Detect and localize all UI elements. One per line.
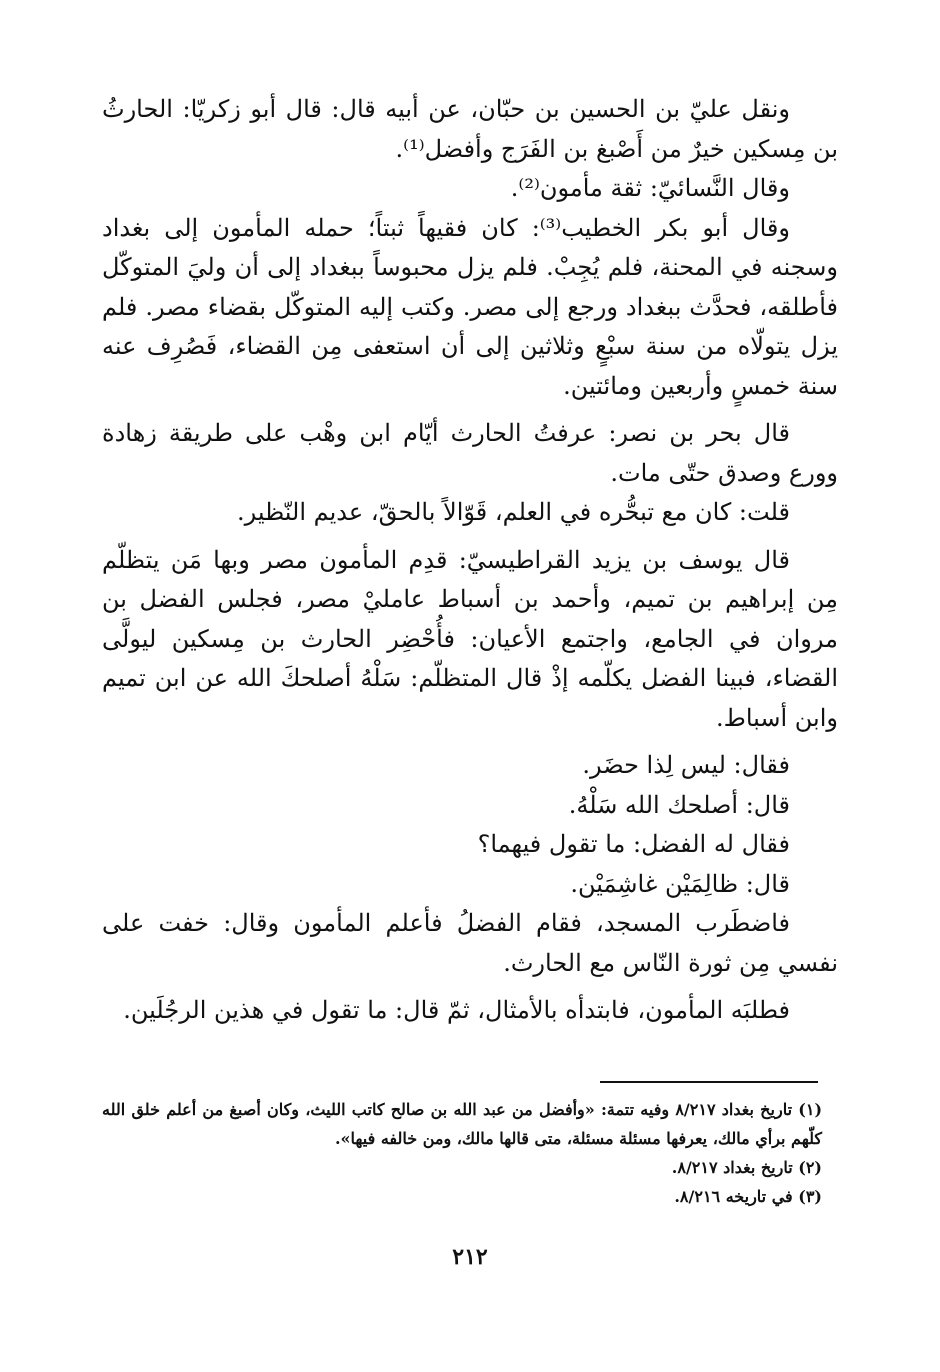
- paragraph-6: قال يوسف بن يزيد القراطيسيّ: قدِم المأمون مصر وبها مَن يتظلّم مِن إبراهيم بن تميم، وأحمد بن أسباط عامليْ مصر، فجلس الفضل بن مروان في الجامع، واجتمع الأعيان: فأُحْضِر الحارث بن مِسكين ليولَّى القضاء، فبينا الفضل يكلّمه إذْ قال المتظلّم: سَلْهُ أصلحكَ الله عن ابن تميم وابن أسباط.: [102, 545, 838, 732]
- paragraph-7: فقال: ليس لِذا حضَر.: [582, 751, 790, 779]
- paragraph-9: فقال له الفضل: ما تقول فيهما؟: [477, 830, 790, 858]
- footnote-divider: [600, 1081, 818, 1083]
- footnote-2: (٢) تاريخ بغداد ٨/٢١٧.: [671, 1158, 822, 1177]
- paragraph-8: قال: أصلحك الله سَلْهُ.: [568, 790, 790, 819]
- paragraph-12: فطلبَه المأمون، فابتدأه بالأمثال، ثمّ قال: ما تقول في هذين الرجُلَين.: [123, 996, 790, 1024]
- paragraph-1: ونقل عليّ بن الحسين بن حبّان، عن أبيه قال: قال أبو زكريّا: الحارثُ بن مِسكين خيرٌ من أَصْبغ بن الفَرَج وأفضل⁽¹⁾.: [102, 95, 838, 163]
- page-number: ٢١٢: [452, 1244, 488, 1270]
- paragraph-10: قال: ظالِمَيْن غاشِمَيْن.: [570, 869, 790, 898]
- footnotes: [102, 1095, 822, 1211]
- footnote-1: (١) تاريخ بغداد ٨/٢١٧ وفيه تتمة: «وأفضل من عبد الله بن صالح كاتب الليث، وكان أصبغ من أعلم خلق الله كلّهم برأي مالك، يعرفها مسئلة مسئلة، متى قالها مالك، ومن خالفه فيها».: [102, 1100, 823, 1148]
- paragraph-2: وقال النَّسائيّ: ثقة مأمون⁽²⁾.: [510, 174, 790, 202]
- paragraph-11: فاضطَرب المسجد، فقام الفضلُ فأعلم المأمون وقال: خفت على نفسي مِن ثورة النّاس مع الحارث.: [102, 909, 838, 977]
- paragraph-5: قلت: كان مع تبحُّره في العلم، قَوّالاً بالحقّ، عديم النّظير.: [236, 498, 790, 526]
- paragraph-4: قال بحر بن نصر: عرفتُ الحارث أيّام ابن وهْب على طريقة زهادة وورع وصدق حتّى مات.: [102, 419, 838, 487]
- footnote-3: (٣) في تاريخه ٨/٢١٦.: [674, 1187, 822, 1206]
- main-text: [102, 90, 838, 1031]
- paragraph-3: وقال أبو بكر الخطيب⁽³⁾: كان فقيهاً ثبتاً؛ حمله المأمون إلى بغداد وسجنه في المحنة، فلم يُجِبْ. فلم يزل محبوساً ببغداد إلى أن وليَ المتوكّل فأطلقه، فحدَّث ببغداد ورجع إلى مصر. وكتب إليه المتوكّل بقضاء مصر. فلم يزل يتولّاه من سنة سبْعٍ وثلاثين إلى أن استعفى مِن القضاء، فَصُرِف عنه سنة خمسٍ وأربعين ومائتين.: [102, 213, 838, 400]
